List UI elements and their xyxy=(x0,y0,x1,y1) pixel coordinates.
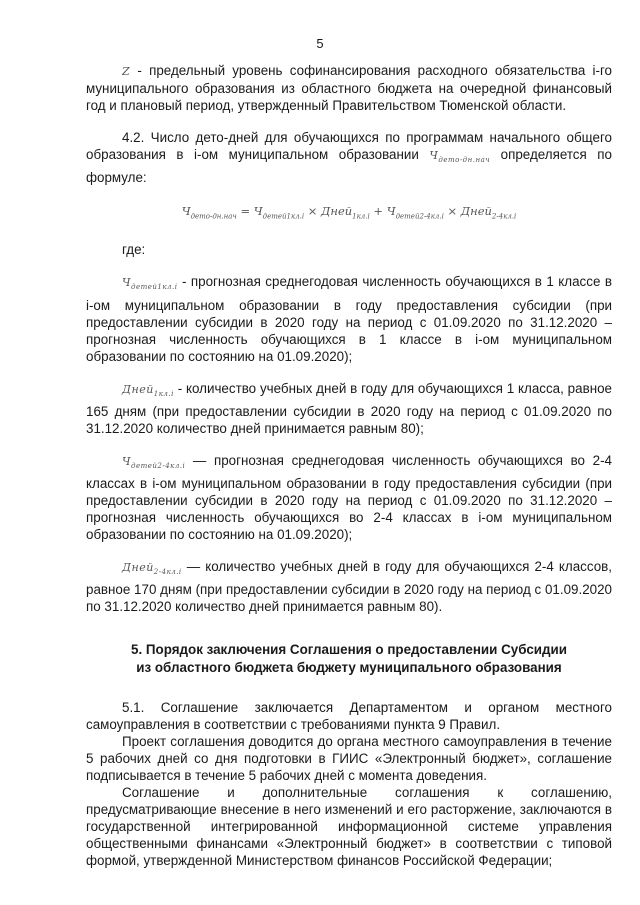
formula-symbol-days-1: Дней$_{1кл.i}$ xyxy=(122,382,174,398)
formula-term-children-2-4: $Ч_{детей2-4кл.i}$ xyxy=(386,204,444,221)
paragraph-z-text: - предельный уровень софинансирования расходного обязательства i-го муниципального образования из областного бюджета на очередной финансовый год и плановый период, утвержденный Правительством Тюменской области. xyxy=(86,63,612,113)
page-number: 5 xyxy=(316,36,324,51)
section-5-paragraph: Проект соглашения доводится до органа местного самоуправления в течение 5 рабочих дней со дня подготовки в ГИИС «Электронный бюджет», соглашение подписывается в течение 5 рабочих дней с момента доведения. xyxy=(86,734,612,784)
paragraph-z-definition xyxy=(86,62,612,114)
formula-symbol-children-1: $Ч_{детей1кл.i}$ xyxy=(122,276,178,292)
formula-symbol-ch-deto-dn: $Ч_{дето-дн.нач}$ xyxy=(429,149,491,165)
section-5-heading: 5. Порядок заключения Соглашения о предоставлении Субсидии из областного бюджета бюджету муниципального образования xyxy=(131,642,567,676)
definition-children-grade-2-4: $Ч_{детей2-4кл.i}$ — прогнозная среднегодовая численность обучающихся во 2-4 классах в i-ом муниципальном образовании в году предоставления субсидии (при предоставлении субсидии в 2020 году на период с 01.09.2020 по 31.12.2020 – прогнозная численность обучающихся во 2-4 классах в i-ом муниципальном образовании по состоянию на 01.09.2020); xyxy=(86,452,612,543)
paragraph-4-2-text-after: определяется по формуле: xyxy=(86,147,612,186)
paragraph-4-2-text-before: 4.2. Число дето-дней для обучающихся по программам начального общего образования в i-ом муниципальном образовании xyxy=(86,130,612,162)
formula-lhs: $Ч_{дето-дн.нач}$ xyxy=(181,204,237,221)
main-formula: $Ч_{дето-дн.нач} = Ч_{детей1кл.i}$ × Дней$_{1кл.i}$ + $Ч_{детей2-4кл.i}$ × Дней$_{2-4кл.i}$ xyxy=(181,204,517,221)
definition-children-grade-1: $Ч_{детей1кл.i}$ - прогнозная среднегодовая численность обучающихся в 1 классе в i-ом муниципальном образовании в году предоставления субсидии (при предоставлении субсидии в 2020 году на период с 01.09.2020 по 31.12.2020 – прогнозная численность обучающихся в 1 классе в i-ом муниципальном образовании по состоянию на 01.09.2020); xyxy=(86,274,612,364)
formula-symbol-days-2-4: Дней$_{2-4кл.i}$ xyxy=(122,561,182,577)
formula-symbol-z: Z xyxy=(122,65,131,78)
formula-symbol-children-2-4: $Ч_{детей2-4кл.i}$ xyxy=(122,454,186,471)
formula-term-days-1: Дней$_{1кл.i}$ xyxy=(321,204,370,221)
section-5-paragraph: 5.1. Соглашение заключается Департаментом и органом местного самоуправления в соответствии с требованиями пункта 9 Правил. xyxy=(86,700,612,733)
definition-days-grade-2-4: Дней$_{2-4кл.i}$ — количество учебных дней в году для обучающихся 2-4 классов, равное 170 дням (при предоставлении субсидии в 2020 году на период с 01.09.2020 по 31.12.2020 количество дней принимается равным 80). xyxy=(86,559,612,615)
definition-days-grade-1: Дней$_{1кл.i}$ - количество учебных дней в году для обучающихся 1 класса, равное 165 дням (при предоставлении субсидии в 2020 году на период с 01.09.2020 по 31.12.2020 количество дней принимается равным 80); xyxy=(86,380,612,436)
where-label: где: xyxy=(122,242,146,258)
paragraph-4-2 xyxy=(86,129,612,186)
formula-term-days-2-4: Дней$_{2-4кл.i}$ xyxy=(460,204,517,221)
section-5-paragraph: Соглашение и дополнительные соглашения к соглашению, предусматривающие внесение в него изменений и его расторжение, заключаются в государственной интегрированной информационной системе управления общественными финансами «Электронный бюджет» в соответствии с типовой формой, утвержденной Министерством финансов Российской Федерации; xyxy=(86,785,612,869)
formula-term-children-1: $Ч_{детей1кл.i}$ xyxy=(253,204,305,221)
document-body xyxy=(86,62,612,869)
